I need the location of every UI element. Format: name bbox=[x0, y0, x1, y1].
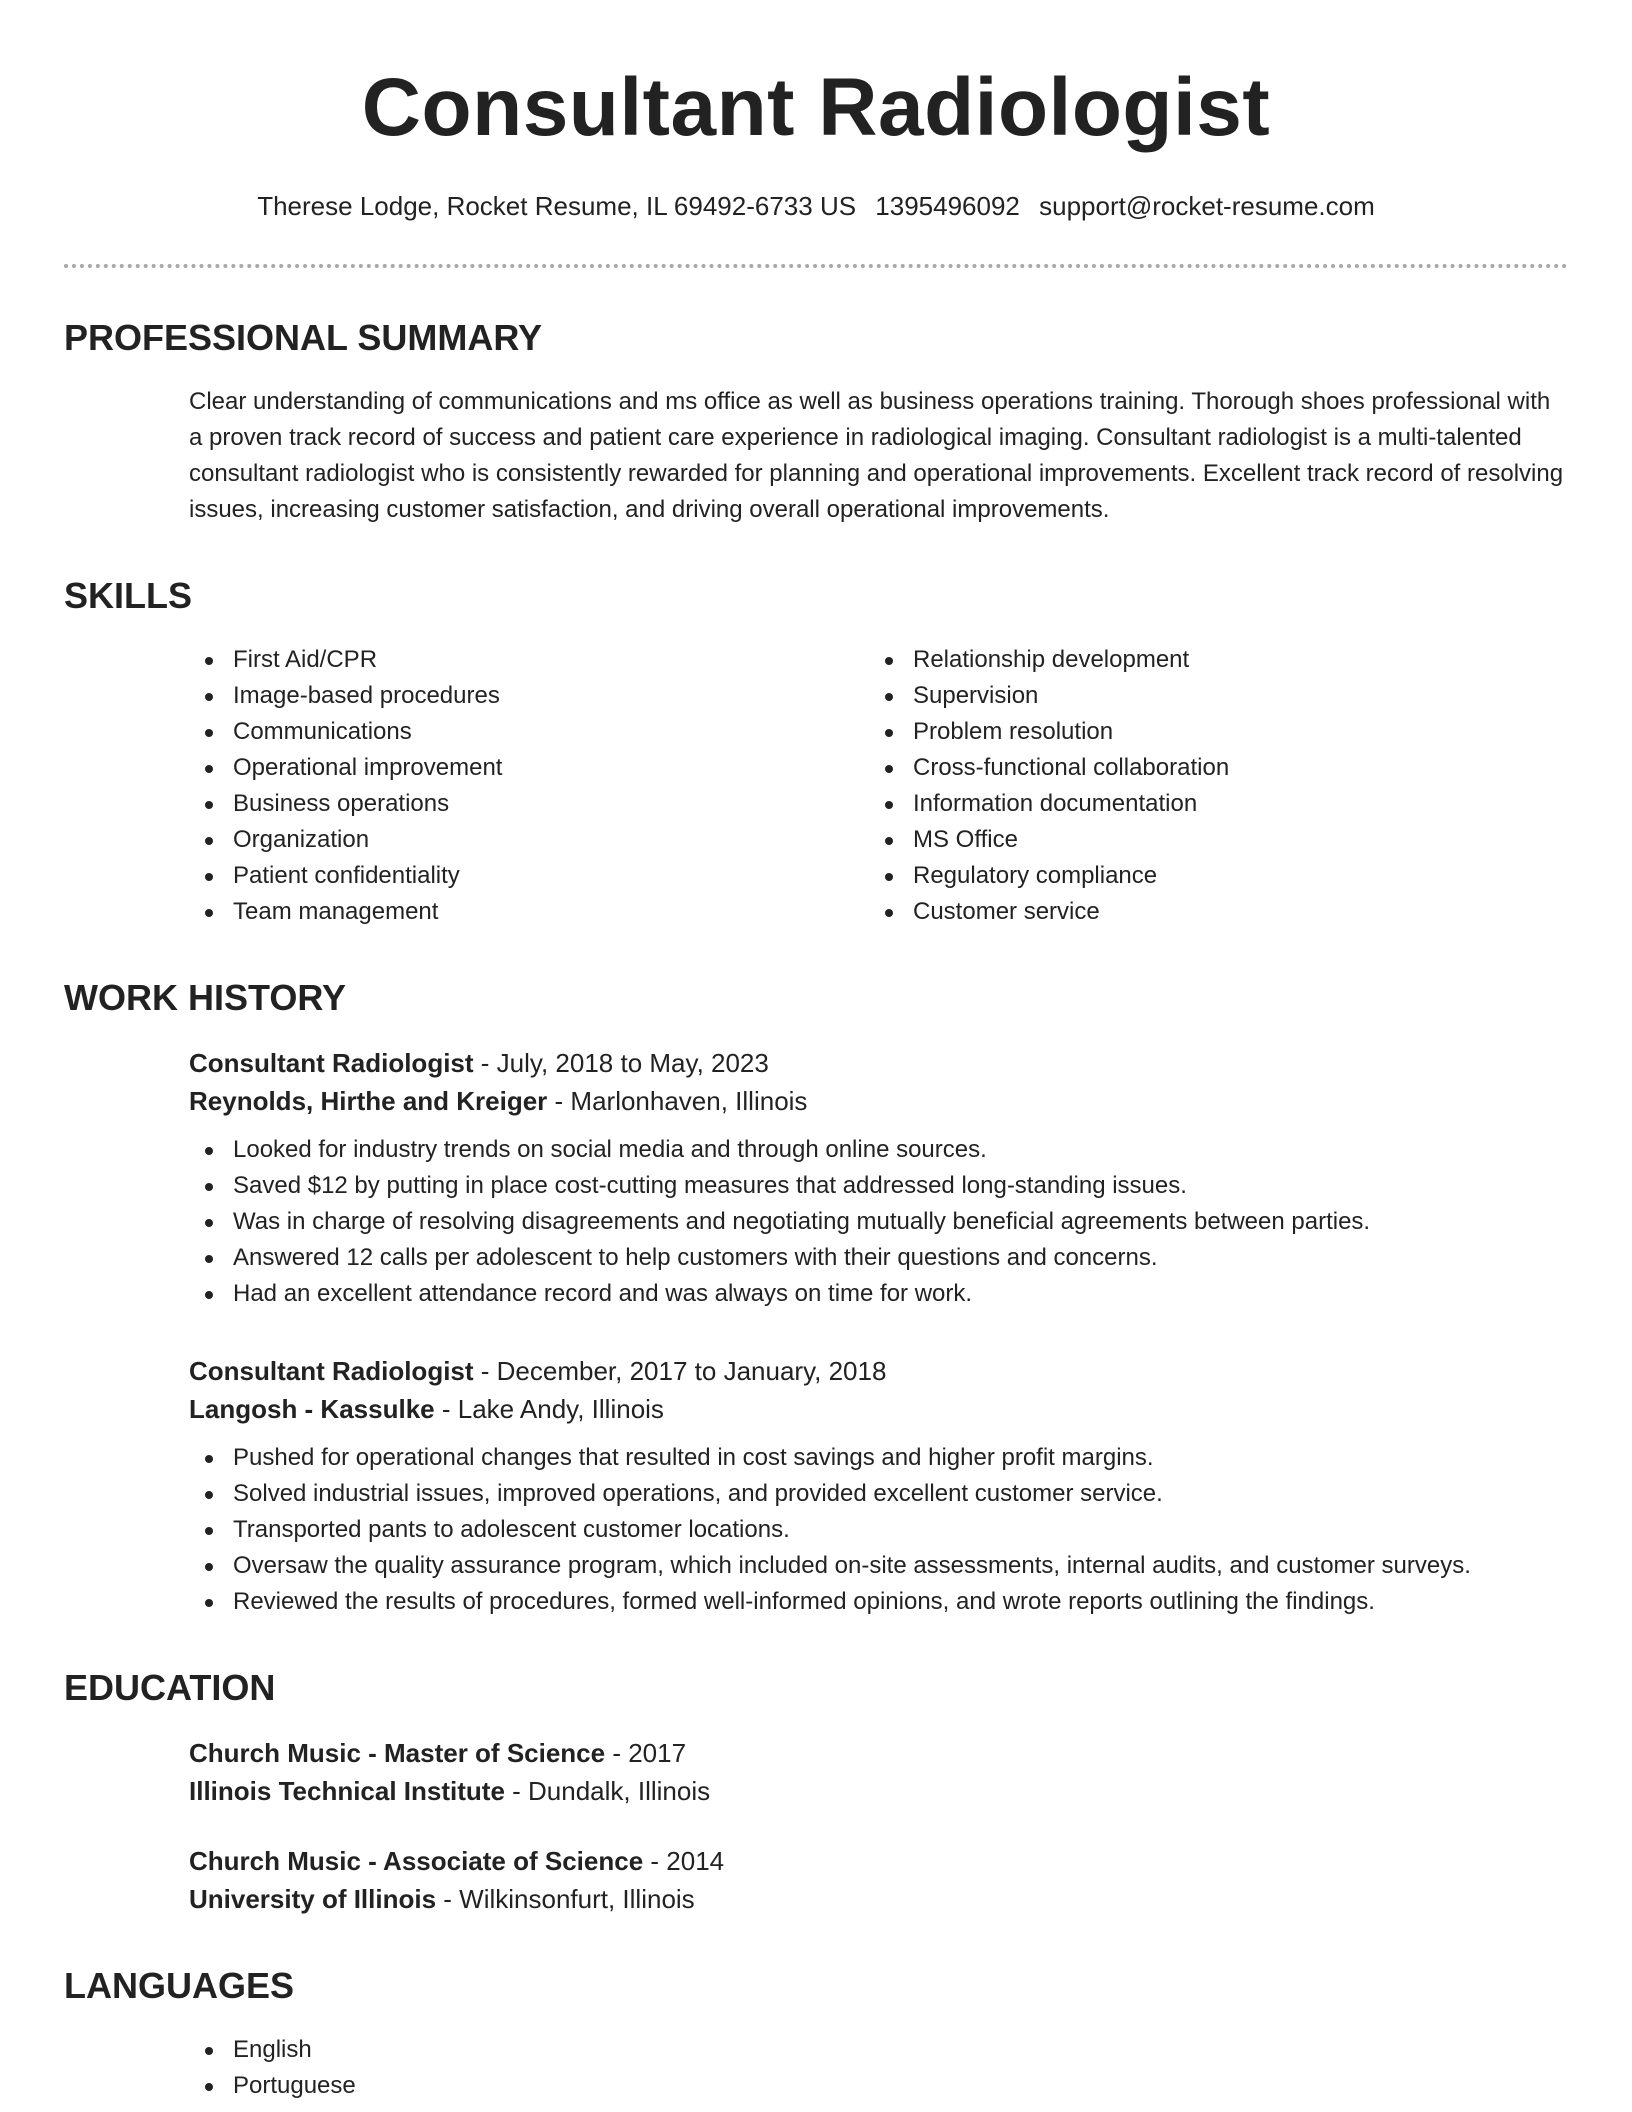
skills-column-right bbox=[869, 642, 1549, 930]
languages-title: LANGUAGES bbox=[64, 1965, 295, 2006]
contact-line bbox=[64, 190, 1568, 222]
education-location: - Dundalk, Illinois bbox=[504, 1776, 711, 1806]
job-duty: Transported pants to adolescent customer locations. bbox=[189, 1512, 1568, 1548]
education-entry bbox=[189, 1842, 1568, 1918]
job-duty: Was in charge of resolving disagreements and negotiating mutually beneficial agreements between parties. bbox=[189, 1204, 1568, 1240]
education-year: - 2014 bbox=[643, 1846, 725, 1876]
skills-column-left bbox=[189, 642, 869, 930]
work-history-title: WORK HISTORY bbox=[64, 977, 347, 1018]
skill-item: First Aid/CPR bbox=[189, 642, 869, 678]
skill-item: Communications bbox=[189, 714, 869, 750]
education-degree-line bbox=[189, 1842, 1568, 1880]
contact-email: support@rocket-resume.com bbox=[1039, 191, 1375, 221]
skills-list-right bbox=[869, 642, 1549, 930]
job-company: Reynolds, Hirthe and Kreiger bbox=[189, 1086, 548, 1116]
education-year: - 2017 bbox=[605, 1738, 687, 1768]
job-dates: - December, 2017 to January, 2018 bbox=[473, 1356, 887, 1386]
skill-item: Team management bbox=[189, 894, 869, 930]
education-degree: Church Music - Associate of Science bbox=[189, 1846, 644, 1876]
job-entry bbox=[189, 1352, 1568, 1620]
summary-text: Clear understanding of communications and ms office as well as business operations training. Thorough shoes professional with a proven track record of success and patient care experience in radiological imaging. Consultant radiologist is a multi-talented consultant radiologist who is consistently rewarded for planning and operational improvements. Excellent track record of resolving issues, increasing customer satisfaction, and driving overall operational improvements. bbox=[189, 388, 1564, 523]
job-duty: Answered 12 calls per adolescent to help customers with their questions and concerns. bbox=[189, 1240, 1568, 1276]
contact-address: Therese Lodge, Rocket Resume, IL 69492-6733 US bbox=[257, 191, 857, 221]
skill-item: Relationship development bbox=[869, 642, 1549, 678]
language-item: English bbox=[189, 2032, 1568, 2068]
skill-item: Problem resolution bbox=[869, 714, 1549, 750]
job-duty: Pushed for operational changes that resulted in cost savings and higher profit margins. bbox=[189, 1440, 1568, 1476]
skills-title: SKILLS bbox=[64, 575, 193, 616]
job-duty: Looked for industry trends on social media and through online sources. bbox=[189, 1132, 1568, 1168]
job-dates: - July, 2018 to May, 2023 bbox=[473, 1048, 769, 1078]
skills-list-left bbox=[189, 642, 869, 930]
education-school-line bbox=[189, 1880, 1568, 1918]
skills-grid bbox=[189, 642, 1568, 930]
job-role: Consultant Radiologist bbox=[189, 1356, 474, 1386]
skill-item: Customer service bbox=[869, 894, 1549, 930]
education-school-line bbox=[189, 1772, 1568, 1810]
education-title: EDUCATION bbox=[64, 1667, 276, 1708]
skill-item: Image-based procedures bbox=[189, 678, 869, 714]
skill-item: Organization bbox=[189, 822, 869, 858]
education-school: University of Illinois bbox=[189, 1884, 437, 1914]
education-degree: Church Music - Master of Science bbox=[189, 1738, 606, 1768]
languages-list bbox=[189, 2032, 1568, 2104]
job-duty: Had an excellent attendance record and was always on time for work. bbox=[189, 1276, 1568, 1312]
job-duty: Reviewed the results of procedures, formed well-informed opinions, and wrote reports outlining the findings. bbox=[189, 1584, 1568, 1620]
education-degree-line bbox=[189, 1734, 1568, 1772]
job-entry bbox=[189, 1044, 1568, 1312]
summary-title: PROFESSIONAL SUMMARY bbox=[64, 317, 543, 358]
skill-item: Business operations bbox=[189, 786, 869, 822]
skills-section bbox=[64, 574, 1568, 930]
skill-item: Cross-functional collaboration bbox=[869, 750, 1549, 786]
education-section bbox=[64, 1666, 1568, 1918]
education-entry bbox=[189, 1734, 1568, 1810]
resume-name: Consultant Radiologist bbox=[361, 62, 1271, 153]
language-item: Portuguese bbox=[189, 2068, 1568, 2104]
job-company-line bbox=[189, 1390, 1568, 1428]
job-duty: Solved industrial issues, improved operations, and provided excellent customer service. bbox=[189, 1476, 1568, 1512]
summary-section bbox=[64, 316, 1568, 528]
job-title-line bbox=[189, 1044, 1568, 1082]
contact-phone: 1395496092 bbox=[875, 191, 1020, 221]
skill-item: Patient confidentiality bbox=[189, 858, 869, 894]
job-location: - Lake Andy, Illinois bbox=[434, 1394, 664, 1424]
job-duties-list bbox=[189, 1440, 1568, 1620]
education-location: - Wilkinsonfurt, Illinois bbox=[436, 1884, 695, 1914]
job-company: Langosh - Kassulke bbox=[189, 1394, 435, 1424]
job-duty: Saved $12 by putting in place cost-cutting measures that addressed long-standing issues. bbox=[189, 1168, 1568, 1204]
languages-section bbox=[64, 1964, 1568, 2104]
work-history-section bbox=[64, 976, 1568, 1620]
skill-item: Supervision bbox=[869, 678, 1549, 714]
job-role: Consultant Radiologist bbox=[189, 1048, 474, 1078]
job-location: - Marlonhaven, Illinois bbox=[547, 1086, 808, 1116]
job-title-line bbox=[189, 1352, 1568, 1390]
languages-content bbox=[189, 2032, 1568, 2104]
skill-item: Information documentation bbox=[869, 786, 1549, 822]
header-divider bbox=[64, 264, 1568, 268]
job-duties-list bbox=[189, 1132, 1568, 1312]
education-school: Illinois Technical Institute bbox=[189, 1776, 505, 1806]
job-duty: Oversaw the quality assurance program, which included on-site assessments, internal audits, and customer surveys. bbox=[189, 1548, 1568, 1584]
skill-item: Regulatory compliance bbox=[869, 858, 1549, 894]
skill-item: MS Office bbox=[869, 822, 1549, 858]
skill-item: Operational improvement bbox=[189, 750, 869, 786]
job-company-line bbox=[189, 1082, 1568, 1120]
